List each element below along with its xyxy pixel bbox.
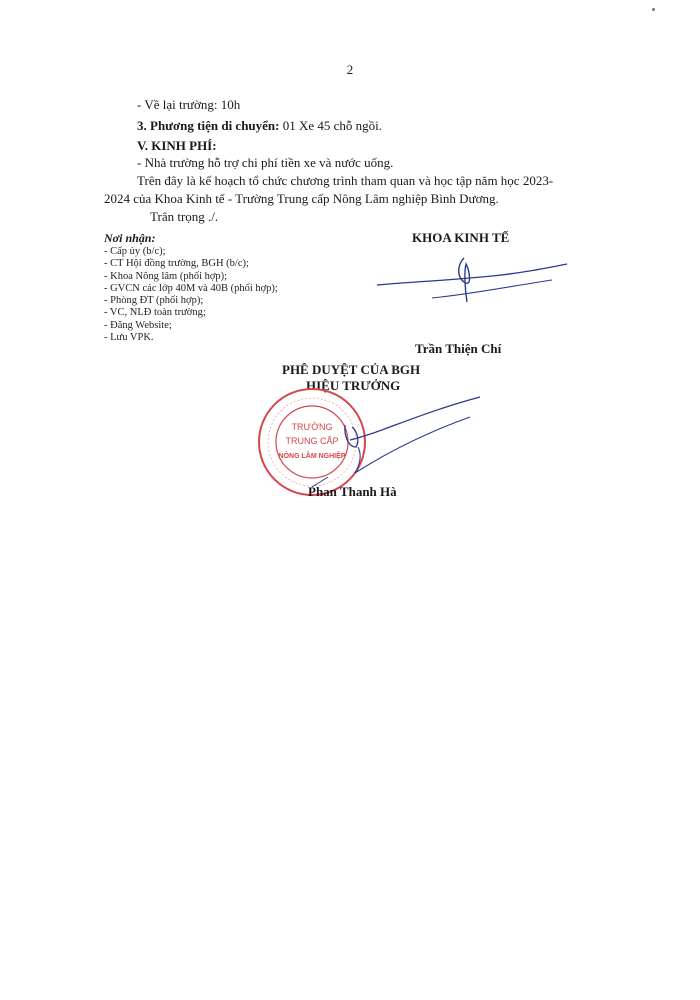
- svg-text:TRƯỜNG: TRƯỜNG: [291, 422, 333, 432]
- summary-line-2: 2024 của Khoa Kinh tế - Trường Trung cấp Nông Lâm nghiệp Bình Dương.: [104, 191, 499, 206]
- recipient-item: - Cấp ủy (b/c);: [104, 246, 166, 257]
- recipient-item: - Phòng ĐT (phối hợp);: [104, 295, 204, 307]
- principal-name: Phan Thanh Hà: [308, 484, 397, 499]
- recipient-item: - Đăng Website;: [104, 319, 172, 331]
- principal-title: HIỆU TRƯỞNG: [306, 378, 401, 393]
- regards-line: Trân trọng ./.: [150, 209, 219, 224]
- recipient-item: - GVCN các lớp 40M và 40B (phối hợp);: [104, 282, 278, 294]
- approval-title: PHÊ DUYỆT CỦA BGH: [282, 362, 421, 377]
- recipients-list: [104, 246, 278, 344]
- return-time-line: - Về lại trường: 10h: [137, 97, 241, 112]
- funding-line: - Nhà trường hỗ trợ chi phí tiền xe và nước uống.: [137, 155, 394, 170]
- recipients-heading: Nơi nhận:: [104, 231, 156, 245]
- transport-line: [137, 118, 382, 134]
- department-signer-name: Trần Thiện Chí: [415, 341, 502, 356]
- recipient-item: - VC, NLĐ toàn trường;: [104, 307, 206, 319]
- summary-line-1: Trên đây là kế hoạch tổ chức chương trình tham quan và học tập năm học 2023-: [137, 173, 554, 188]
- recipient-item: - Lưu VPK.: [104, 332, 154, 344]
- svg-text:NÔNG LÂM NGHIỆP: NÔNG LÂM NGHIỆP: [278, 453, 346, 460]
- recipient-item: - CT Hội đồng trường, BGH (b/c);: [104, 258, 249, 270]
- scan-speck: [652, 8, 655, 11]
- department-signature: [372, 250, 572, 320]
- page-number: 2: [346, 62, 354, 77]
- department-title: KHOA KINH TẾ: [412, 230, 510, 245]
- transport-label: 3. Phương tiện di chuyển:: [137, 118, 280, 133]
- section-v-heading: V. KINH PHÍ:: [137, 138, 217, 153]
- transport-value: 01 Xe 45 chỗ ngồi.: [279, 118, 383, 133]
- recipient-item: - Khoa Nông lâm (phối hợp);: [104, 270, 228, 282]
- svg-text:TRUNG CẤP: TRUNG CẤP: [285, 436, 339, 446]
